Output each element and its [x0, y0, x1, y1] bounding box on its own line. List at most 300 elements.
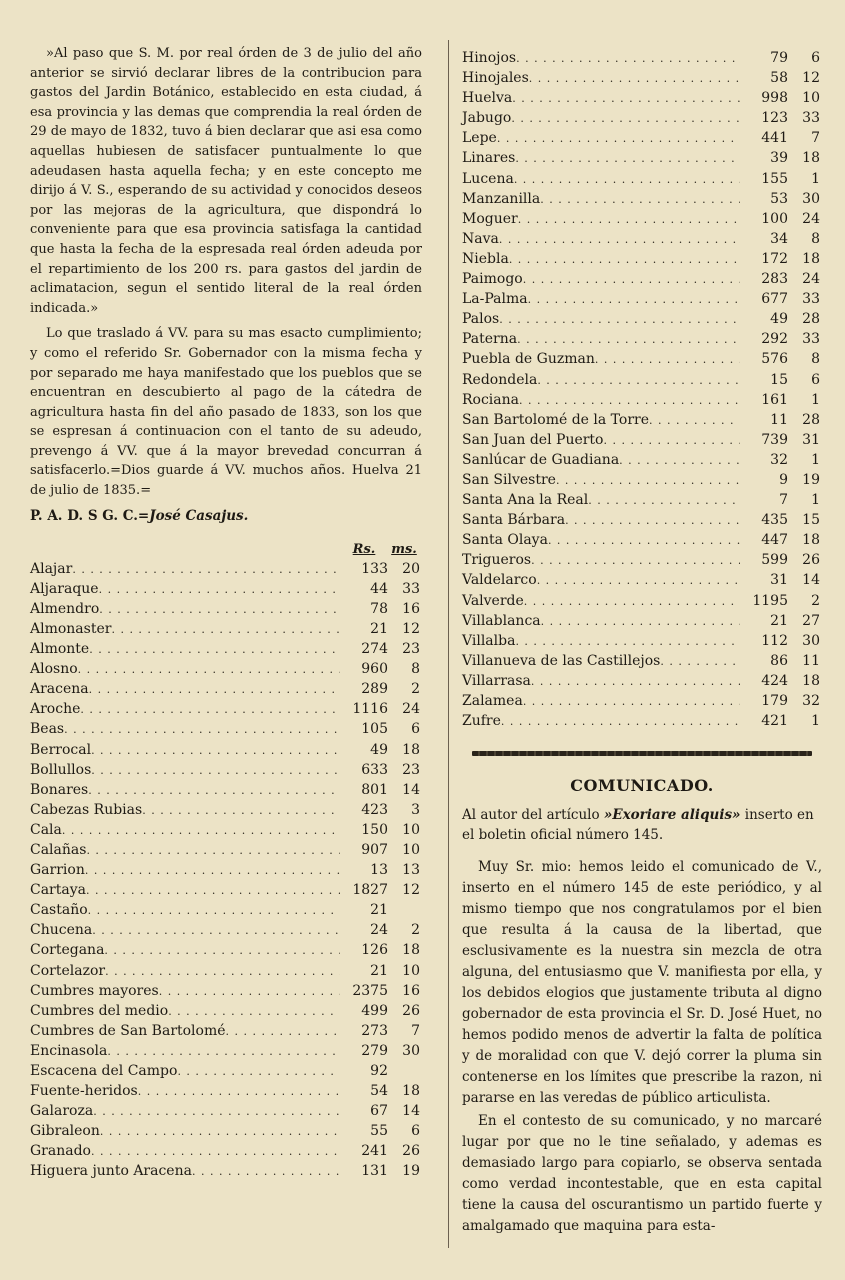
reales-value: 1116 [352, 701, 388, 718]
reales-value: 273 [361, 1022, 388, 1039]
town-name: Huelva [462, 90, 513, 107]
maravedis-value: 1 [811, 391, 820, 408]
maravedis-value: 10 [402, 841, 420, 858]
debt-row [30, 842, 422, 862]
maravedis-value: 31 [802, 431, 820, 448]
reales-value: 44 [370, 580, 388, 597]
maravedis-value: 1 [811, 492, 820, 509]
leader-dots [517, 333, 740, 346]
town-name: Sanlúcar de Guadiana [462, 451, 620, 468]
leader-dots [85, 864, 340, 877]
reales-value: 55 [370, 1123, 388, 1140]
reales-value: 150 [361, 821, 388, 838]
reales-value: 179 [761, 693, 788, 709]
reales-value: 960 [361, 661, 388, 678]
town-name: Cala [30, 821, 62, 838]
maravedis-value: 8 [811, 351, 820, 368]
maravedis-value: 19 [802, 471, 820, 488]
debt-row [462, 673, 822, 693]
maravedis-value: 10 [402, 821, 420, 838]
leader-dots [604, 434, 741, 447]
town-name: Santa Olaya [462, 532, 548, 549]
maravedis-value: 2 [411, 922, 420, 939]
leader-dots [91, 764, 340, 777]
reales-column-header: Rs. [352, 541, 376, 557]
debt-row [30, 701, 422, 721]
maravedis-value: 16 [402, 982, 420, 999]
reales-value: 49 [770, 311, 788, 328]
reales-value: 58 [770, 70, 788, 87]
leader-dots [107, 1045, 340, 1058]
reales-value: 34 [770, 230, 788, 247]
reales-value: 2375 [352, 982, 388, 999]
town-name: Bollullos [30, 761, 92, 778]
maravedis-value: 30 [402, 1042, 420, 1059]
reales-value: 739 [761, 431, 788, 448]
reales-value: 133 [361, 560, 388, 577]
debt-row [462, 130, 822, 150]
debt-row [462, 231, 822, 251]
maravedis-value: 1 [811, 170, 820, 187]
debt-row [30, 561, 422, 581]
leader-dots [99, 603, 340, 616]
leader-dots [86, 884, 340, 897]
debt-row [462, 211, 822, 231]
maravedis-value: 16 [402, 600, 420, 617]
debt-row [30, 942, 422, 962]
leader-dots [104, 944, 340, 957]
leader-dots [548, 534, 740, 547]
town-name: Berrocal [30, 741, 92, 758]
town-name: Palos [462, 311, 500, 328]
maravedis-value: 14 [402, 781, 420, 798]
reales-value: 21 [370, 962, 388, 979]
town-name: Cumbres mayores [30, 982, 159, 999]
maravedis-value: 6 [811, 371, 820, 388]
leader-dots [497, 132, 740, 145]
town-name: Beas [30, 721, 65, 738]
town-name: San Juan del Puerto [462, 431, 604, 448]
debt-row [462, 191, 822, 211]
debt-row [462, 512, 822, 532]
town-name: Chucena [30, 922, 93, 939]
town-name: Bonares [30, 781, 89, 798]
maravedis-value: 18 [402, 942, 420, 959]
reales-value: 633 [361, 761, 388, 778]
debt-row [462, 90, 822, 110]
reales-value: 32 [770, 451, 788, 468]
town-name: Manzanilla [462, 190, 541, 207]
section-rule [472, 751, 812, 756]
leader-dots [512, 92, 740, 105]
debt-row [462, 392, 822, 412]
debt-row [30, 721, 422, 741]
debt-row [462, 572, 822, 592]
maravedis-value: 28 [802, 311, 820, 328]
signature-prefix: P. A. D. S G. C.= [30, 507, 150, 524]
debt-row [30, 862, 422, 882]
town-name: Castaño [30, 902, 88, 919]
town-name: Gibraleon [30, 1123, 100, 1140]
leader-dots [93, 1105, 340, 1118]
reales-value: 79 [770, 50, 788, 66]
town-name: Galaroza [30, 1103, 94, 1120]
debt-row [462, 171, 822, 191]
maravedis-value: 10 [402, 962, 420, 979]
column-divider [448, 40, 449, 1248]
debt-row [30, 661, 422, 681]
reales-value: 155 [761, 170, 788, 187]
leader-dots [86, 844, 340, 857]
leader-dots [88, 784, 340, 797]
maravedis-value: 33 [802, 331, 820, 348]
debt-row [462, 552, 822, 572]
reales-value: 49 [370, 741, 388, 758]
maravedis-value: 2 [811, 592, 820, 609]
town-name: Almonaster [30, 620, 112, 637]
debt-row [462, 492, 822, 512]
debt-row [30, 601, 422, 621]
leader-dots [537, 374, 740, 387]
town-name: Paimogo [462, 271, 523, 288]
maravedis-value: 26 [802, 552, 820, 569]
debt-row [462, 532, 822, 552]
town-name: Santa Bárbara [462, 512, 566, 529]
debt-row [30, 1123, 422, 1143]
leader-dots [168, 1005, 340, 1018]
leader-dots [660, 655, 740, 668]
debt-row [462, 452, 822, 472]
leader-dots [91, 744, 340, 757]
leader-dots [78, 663, 340, 676]
reales-value: 126 [361, 942, 388, 959]
debt-row [30, 1083, 422, 1103]
town-name: Zalamea [462, 693, 523, 709]
reales-value: 998 [761, 90, 788, 107]
reales-value: 7 [779, 492, 788, 509]
leader-dots [619, 454, 740, 467]
addressee-text: Al autor del artículo [462, 807, 604, 824]
debt-row [462, 271, 822, 291]
debt-row [30, 802, 422, 822]
town-name: Villablanca [462, 612, 541, 629]
leader-dots [524, 595, 740, 608]
debt-row [462, 633, 822, 653]
leader-dots [523, 695, 740, 708]
maravedis-value: 11 [802, 652, 820, 669]
reales-value: 499 [361, 1002, 388, 1019]
addressee-text-end: inserto en el boletin oficial número 145. [462, 807, 814, 844]
leader-dots [89, 643, 340, 656]
debt-row [462, 593, 822, 613]
quoted-order-paragraph: »Al paso que S. M. por real órden de 3 de julio del año anterior se sirvió declarar libres de la contribucion para gastos del Jardin Botánico, establecido en esta ciudad, á esa provincia y las demas que comprendia la real órden de 29 de mayo de 1832, tuvo á bien declarar que asi esa como aquellas hubiesen de satisfacer puntualmente lo que adeudasen hasta aquella fecha; y en este concepto me dirijo á V. S., esperando de su actividad y conocidos deseos por las mejoras de la agricultura, que dispondrá lo conveniente para que esa provincia satisfaga la cantidad que hasta la fecha de la espresada real órden adeuda por el repartimiento de los 200 rs. para gastos del jardin de aclimatacion, segun el sentido literal de la real órden indicada.» [30, 46, 422, 316]
section-heading: COMUNICADO. [570, 776, 714, 796]
maravedis-value: 14 [402, 1103, 420, 1120]
town-name: Nava [462, 230, 499, 247]
leader-dots [192, 1165, 340, 1178]
town-name: Villanueva de las Castillejos [462, 652, 661, 669]
debt-row [462, 110, 822, 130]
town-name: Linares [462, 150, 516, 167]
reales-value: 289 [361, 681, 388, 698]
leader-dots [142, 804, 340, 817]
maravedis-value: 2 [411, 681, 420, 698]
reales-value: 599 [761, 552, 788, 569]
leader-dots [531, 554, 740, 567]
maravedis-value: 30 [802, 190, 820, 207]
reales-value: 15 [770, 371, 788, 388]
maravedis-value: 8 [811, 230, 820, 247]
reales-value: 24 [370, 922, 388, 939]
leader-dots [226, 1025, 340, 1038]
town-name: San Bartolomé de la Torre [462, 411, 650, 428]
town-name: La-Palma [462, 291, 528, 308]
town-name: Valdelarco [462, 572, 537, 589]
maravedis-value: 18 [802, 150, 820, 167]
reales-value: 11 [770, 411, 788, 428]
reales-value: 576 [761, 351, 788, 368]
leader-dots [80, 703, 340, 716]
leader-dots [509, 253, 740, 266]
leader-dots [518, 213, 740, 226]
debt-row [462, 311, 822, 331]
debt-row [30, 983, 422, 1003]
debt-row [30, 782, 422, 802]
maravedis-value: 19 [402, 1163, 420, 1180]
debt-row [30, 762, 422, 782]
maravedis-value: 7 [811, 130, 820, 147]
town-name: Lepe [462, 130, 497, 147]
leader-dots [64, 723, 340, 736]
signature-name: José Casajus. [149, 507, 249, 524]
debt-row [462, 412, 822, 432]
leader-dots [540, 193, 740, 206]
maravedis-value: 18 [402, 1083, 420, 1100]
reales-value: 423 [361, 801, 388, 818]
reales-value: 677 [761, 291, 788, 308]
leader-dots [501, 715, 740, 728]
maravedis-value: 24 [402, 701, 420, 718]
leader-dots [91, 1145, 340, 1158]
debt-row [30, 581, 422, 601]
debt-row [462, 331, 822, 351]
debt-row [462, 713, 822, 733]
town-name: Cortegana [30, 942, 105, 959]
town-name: Almendro [30, 600, 100, 617]
debt-row [30, 681, 422, 701]
maravedis-value: 33 [802, 291, 820, 308]
maravedis-value: 23 [402, 761, 420, 778]
maravedis-value: 10 [802, 90, 820, 107]
debt-row [30, 1043, 422, 1063]
debt-row [462, 653, 822, 673]
leader-dots [537, 574, 740, 587]
town-name: Higuera junto Aracena [30, 1163, 192, 1180]
maravedis-value: 3 [411, 801, 420, 818]
town-name: Hinojos [462, 50, 517, 66]
town-name: Fuente-heridos [30, 1083, 138, 1100]
reales-value: 31 [770, 572, 788, 589]
leader-dots [516, 52, 740, 65]
signature [30, 507, 422, 525]
debt-row [30, 621, 422, 641]
reales-value: 421 [761, 713, 788, 730]
debt-row [462, 613, 822, 633]
town-name: Lucena [462, 170, 514, 187]
reales-value: 21 [770, 612, 788, 629]
debt-row [30, 641, 422, 661]
debt-row [462, 50, 822, 70]
maravedis-value: 14 [802, 572, 820, 589]
town-name: Rociana [462, 391, 519, 408]
leader-dots [531, 675, 740, 688]
maravedis-value: 13 [402, 862, 420, 879]
leader-dots [62, 824, 340, 837]
maravedis-value: 33 [402, 580, 420, 597]
leader-dots [499, 313, 740, 326]
maravedis-value: 6 [811, 50, 820, 66]
left-column [30, 44, 422, 1184]
maravedis-value: 23 [402, 641, 420, 658]
town-name: Valverde [462, 592, 524, 609]
debt-row [462, 693, 822, 713]
debt-row [30, 963, 422, 983]
leader-dots [649, 414, 740, 427]
town-name: Trigueros [462, 552, 532, 569]
debt-row [30, 1023, 422, 1043]
town-name: Cumbres de San Bartolomé [30, 1022, 226, 1039]
reales-value: 424 [761, 672, 788, 689]
maravedis-value: 6 [411, 721, 420, 738]
leader-dots [99, 583, 340, 596]
town-name: Almonte [30, 641, 90, 658]
reales-value: 801 [361, 781, 388, 798]
maravedis-value: 18 [802, 532, 820, 549]
debt-row [30, 902, 422, 922]
reales-value: 241 [361, 1143, 388, 1160]
town-name: Niebla [462, 250, 509, 267]
maravedis-value: 27 [802, 612, 820, 629]
leader-dots [89, 683, 340, 696]
town-name: Villarrasa [462, 672, 531, 689]
debt-row [30, 922, 422, 942]
reales-value: 447 [761, 532, 788, 549]
debt-row [30, 742, 422, 762]
reales-value: 78 [370, 600, 388, 617]
town-name: Alajar [30, 560, 73, 577]
leader-dots [515, 635, 740, 648]
leader-dots [100, 1125, 340, 1138]
leader-dots [529, 72, 740, 85]
maravedis-value: 18 [802, 672, 820, 689]
reales-value: 131 [361, 1163, 388, 1180]
town-name: Santa Ana la Real [462, 492, 589, 509]
town-name: Jabugo [462, 110, 512, 127]
right-column [462, 50, 822, 1239]
article-title: »Exoriare aliquis» [603, 807, 741, 824]
maravedis-value: 32 [802, 693, 820, 709]
debt-row [30, 822, 422, 842]
maravedis-value: 20 [402, 560, 420, 577]
leader-dots [177, 1065, 340, 1078]
leader-dots [514, 173, 740, 186]
leader-dots [499, 233, 740, 246]
reales-value: 92 [370, 1063, 388, 1079]
town-name: Garrion [30, 862, 85, 879]
leader-dots [105, 965, 340, 978]
debt-row [462, 351, 822, 371]
town-name: Cumbres del medio [30, 1002, 169, 1019]
town-name: Moguer [462, 210, 518, 227]
leader-dots [523, 273, 740, 286]
town-name: Aljaraque [30, 580, 99, 597]
town-name: Redondela [462, 371, 538, 388]
maravedis-value: 30 [802, 632, 820, 649]
leader-dots [588, 494, 740, 507]
town-name: Cortelazor [30, 962, 106, 979]
town-name: Escacena del Campo [30, 1063, 178, 1079]
reales-value: 1827 [352, 882, 388, 899]
reales-value: 13 [370, 862, 388, 879]
reales-value: 441 [761, 130, 788, 147]
leader-dots [159, 985, 340, 998]
leader-dots [556, 474, 740, 487]
reales-value: 274 [361, 641, 388, 658]
debt-table-left [30, 561, 422, 1184]
maravedis-value: 15 [802, 512, 820, 529]
leader-dots [138, 1085, 340, 1098]
leader-dots [72, 563, 340, 576]
reales-value: 123 [761, 110, 788, 127]
town-name: San Silvestre [462, 471, 556, 488]
debt-row [462, 70, 822, 90]
maravedis-value: 33 [802, 110, 820, 127]
reales-value: 112 [761, 632, 788, 649]
leader-dots [595, 353, 740, 366]
town-name: Paterna [462, 331, 518, 348]
debt-row [462, 472, 822, 492]
debt-row [30, 882, 422, 902]
reales-value: 105 [361, 721, 388, 738]
reales-value: 172 [761, 250, 788, 267]
debt-row [30, 1143, 422, 1163]
leader-dots [565, 514, 740, 527]
debt-table-right [462, 50, 822, 733]
reales-value: 21 [370, 620, 388, 637]
reales-value: 907 [361, 841, 388, 858]
reales-value: 283 [761, 271, 788, 288]
town-name: Aracena [30, 681, 89, 698]
town-name: Calañas [30, 841, 87, 858]
maravedis-value: 26 [402, 1143, 420, 1160]
debt-row [462, 291, 822, 311]
reales-value: 1195 [752, 592, 788, 609]
maravedis-value: 12 [402, 882, 420, 899]
maravedis-value: 7 [411, 1022, 420, 1039]
town-name: Encinasola [30, 1042, 108, 1059]
maravedis-value: 26 [402, 1002, 420, 1019]
leader-dots [528, 293, 740, 306]
debt-row [462, 372, 822, 392]
maravedis-value: 8 [411, 661, 420, 678]
town-name: Alosno [30, 661, 78, 678]
reales-value: 100 [761, 210, 788, 227]
reales-value: 9 [779, 471, 788, 488]
maravedis-value: 6 [411, 1123, 420, 1140]
town-name: Granado [30, 1143, 91, 1160]
leader-dots [88, 904, 340, 917]
leader-dots [511, 112, 740, 125]
